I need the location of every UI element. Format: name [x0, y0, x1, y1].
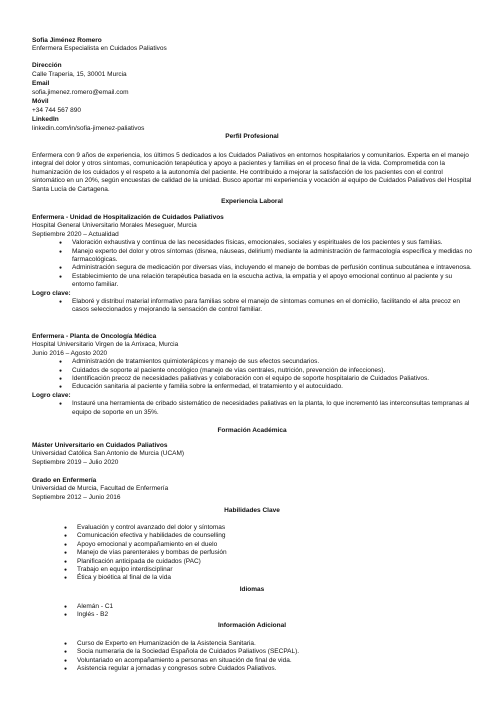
candidate-name: Sofia Jiménez Romero [32, 37, 102, 44]
list-item: ● Alemán - C1 [77, 603, 500, 611]
linkedin-value[interactable]: linkedin.com/in/sofia-jimenez-paliativos [32, 125, 145, 132]
languages-list [32, 603, 500, 620]
list-item: ● Comunicación efectiva y habilidades de counselling [77, 532, 500, 540]
address-value: Calle Trapería, 15, 30001 Murcia [32, 71, 127, 78]
address-label: Dirección [32, 62, 62, 69]
education-heading: Formación Académica [217, 427, 287, 434]
additional-list [32, 640, 500, 674]
job-achievements [32, 400, 472, 417]
list-item: ● Administración de tratamientos quimioterápicos y manejo de sus efectos secundarios. [72, 358, 472, 366]
languages-heading: Idiomas [239, 586, 265, 593]
education-item-1 [32, 442, 184, 467]
list-item: ● Trabajo en equipo interdisciplinar [77, 566, 500, 574]
list-item: ● Elaboré y distribuí material informativo para familias sobre el manejo de síntomas comunes en el domicilio, facilitando el alta precoz en casos seleccionados y mejorando la sensación de control familiar. [72, 298, 472, 315]
linkedin-label: LinkedIn [32, 116, 59, 123]
list-item: ● Asistencia regular a jornadas y congresos sobre Cuidados Paliativos. [77, 665, 500, 673]
job-duties [32, 239, 472, 289]
skills-list [32, 524, 500, 583]
list-item: ● Manejo de vías parenterales y bombas de perfusión [77, 549, 500, 557]
phone-label: Móvil [32, 98, 49, 105]
degree-title: Grado en Enfermería [32, 477, 97, 484]
skills-heading: Habilidades Clave [224, 507, 280, 514]
list-item: ● Ética y bioética al final de la vida [77, 574, 500, 582]
list-item: ● Manejo experto del dolor y otros síntomas (disnea, náuseas, delirium) mediante la administración de farmacología específica y medidas no farmacológicas. [72, 248, 472, 265]
list-item: ● Educación sanitaria al paciente y familia sobre la enfermedad, el tratamiento y el autocuidado. [72, 383, 472, 391]
job-title: Enfermera - Unidad de Hospitalización de Cuidados Paliativos [32, 214, 224, 221]
candidate-title: Enfermera Especialista en Cuidados Paliativos [32, 45, 167, 52]
job-title: Enfermera - Planta de Oncología Médica [32, 333, 157, 340]
achievement-label: Logro clave: [32, 391, 71, 399]
job-dates: Junio 2016 – Agosto 2020 [32, 349, 108, 357]
job-1 [32, 214, 472, 315]
list-item: ● Apoyo emocional y acompañamiento en el duelo [77, 541, 500, 549]
job-place: Hospital General Universitario Morales Meseguer, Murcia [32, 222, 197, 230]
job-dates: Septiembre 2020 – Actualidad [32, 230, 119, 238]
school-name: Universidad Católica San Antonio de Murcia (UCAM) [32, 450, 185, 458]
job-place: Hospital Universitario Virgen de la Arrixaca, Murcia [32, 341, 179, 349]
degree-title: Máster Universitario en Cuidados Paliativos [32, 442, 168, 449]
education-dates: Septiembre 2019 – Julio 2020 [32, 458, 119, 466]
list-item: ● Establecimiento de una relación terapéutica basada en la escucha activa, la empatía y el apoyo emocional continuo al paciente y su entorno familiar. [72, 273, 472, 290]
email-value[interactable]: sofia.jimenez.romero@email.com [32, 89, 129, 96]
job-duties [32, 358, 472, 392]
job-2 [32, 333, 472, 417]
profile-heading: Perfil Profesional [225, 133, 279, 140]
list-item: ● Cuidados de soporte al paciente oncológico (manejo de vías centrales, nutrición, prevención de infecciones). [72, 367, 472, 375]
list-item: ● Inglés - B2 [77, 611, 500, 619]
list-item: ● Curso de Experto en Humanización de la Asistencia Sanitaria. [77, 640, 500, 648]
list-item: ● Instauré una herramienta de cribado sistemático de necesidades paliativas en la planta, lo que incrementó las interconsultas tempranas al equipo de soporte en un 35%. [72, 400, 472, 417]
email-label: Email [32, 80, 50, 87]
list-item: ● Planificación anticipada de cuidados (PAC) [77, 558, 500, 566]
education-item-2 [32, 477, 168, 502]
school-name: Universidad de Murcia, Facultad de Enfermería [32, 485, 169, 493]
profile-text: Enfermera con 9 años de experiencia, los últimos 5 dedicados a los Cuidados Paliativos en entornos hospitalarios y comunitarios. Experta en el manejo integral del dolor y otros síntomas, comunicación terapéutica y apoyo a pacientes y familias en el proceso final de la vida. Comprometida con la humanización de los cuidados y el respeto a la autonomía del paciente. He contribuido a mejorar la satisfacción de los pacientes con el control sintomático en un 20%, según encuestas de calidad de la unidad. Busco aportar mi experiencia y vocación al equipo de Cuidados Paliativos del Hospital Santa Lucía de Cartagena. [32, 152, 472, 193]
list-item: ● Administración segura de medicación por diversas vías, incluyendo el manejo de bombas de perfusión continua subcutánea e intravenosa. [72, 264, 472, 272]
list-item: ● Evaluación y control avanzado del dolor y síntomas [77, 524, 500, 532]
job-achievements [32, 298, 472, 315]
list-item: ● Socia numeraria de la Sociedad Española de Cuidados Paliativos (SECPAL). [77, 648, 500, 656]
list-item: ● Valoración exhaustiva y continua de las necesidades físicas, emocionales, sociales y espirituales de los pacientes y sus familias. [72, 239, 472, 247]
list-item: ● Voluntariado en acompañamiento a personas en situación de final de vida. [77, 657, 500, 665]
phone-value: +34 744 567 890 [32, 107, 81, 114]
experience-heading: Experiencia Laboral [221, 198, 283, 205]
list-item: ● Identificación precoz de necesidades paliativas y colaboración con el equipo de soporte hospitalario de Cuidados Paliativos. [72, 375, 472, 383]
achievement-label: Logro clave: [32, 289, 71, 297]
education-dates: Septiembre 2012 – Junio 2016 [32, 493, 121, 501]
additional-heading: Información Adicional [217, 622, 286, 629]
